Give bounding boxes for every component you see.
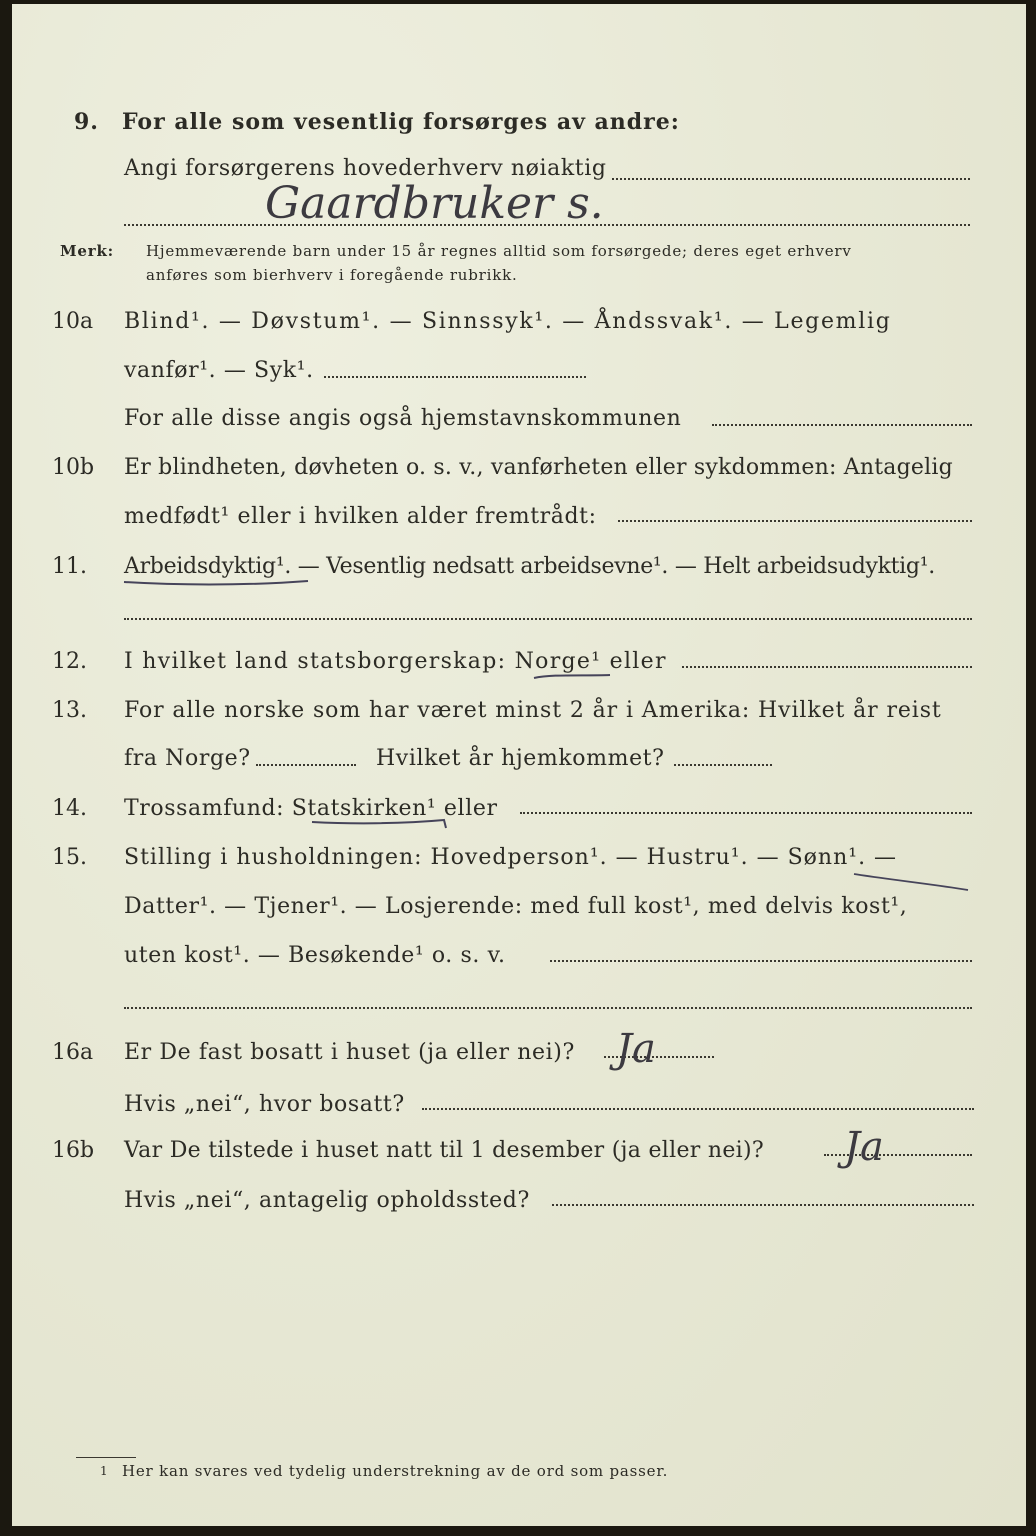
q16a-bosatt-line	[422, 1108, 974, 1110]
q16b-opholdssted-line	[552, 1204, 974, 1206]
q13-line-1: For alle norske som har været minst 2 år i Amerika: Hvilket år reist	[124, 698, 942, 723]
q10b-line-2: medfødt¹ eller i hvilken alder fremtrådt:	[124, 504, 597, 529]
q15-line-2: Datter¹. — Tjener¹. — Losjerende: med full kost¹, med delvis kost¹,	[124, 894, 908, 919]
q11-line-1: Arbeidsdyktig¹. — Vesentlig nedsatt arbeidsevne¹. — Helt arbeidsudyktig¹.	[124, 554, 935, 579]
q9-answer-line-2	[124, 224, 970, 226]
footnote-text: Her kan svares ved tydelig understrekning av de ord som passer.	[122, 1462, 669, 1480]
q11-number: 11.	[52, 554, 87, 579]
census-form-page	[12, 4, 1026, 1526]
q16a-line-1: Er De fast bosatt i huset (ja eller nei)?	[124, 1040, 575, 1065]
q10a-line-2: vanfør¹. — Syk¹.	[124, 358, 314, 383]
q14-underline-mark	[310, 816, 450, 832]
q14-number: 14.	[52, 796, 87, 821]
q9-number: 9.	[74, 109, 99, 135]
q16b-answer-text: Ja	[844, 1124, 884, 1170]
q12-line-1: I hvilket land statsborgerskap: Norge¹ eller	[124, 649, 667, 674]
q10a-line-3: For alle disse angis også hjemstavnskommunen	[124, 406, 682, 431]
q13-hjemkommet-line	[674, 764, 772, 766]
q16a-number: 16a	[52, 1040, 94, 1065]
q16b-line-1: Var De tilstede i huset natt til 1 desember (ja eller nei)?	[124, 1138, 764, 1163]
q10a-hjemstavn-line	[712, 424, 972, 426]
q9-handwritten-answer	[257, 172, 717, 232]
q15-line-1: Stilling i husholdningen: Hovedperson¹. — Hustru¹. — Sønn¹. —	[124, 845, 898, 870]
q16a-line-2: Hvis „nei“, hvor bosatt?	[124, 1092, 405, 1117]
q15-answer-line-1	[550, 960, 972, 962]
q10b-line-1: Er blindheten, døvheten o. s. v., vanførheten eller sykdommen: Antagelig	[124, 455, 953, 480]
q16a-answer-text: Ja	[616, 1026, 656, 1072]
q13-reist-line	[256, 764, 356, 766]
q10a-syk-line	[324, 376, 586, 378]
q15-stroke-mark	[852, 870, 972, 894]
q10a-number: 10a	[52, 309, 94, 334]
q15-line-3: uten kost¹. — Besøkende¹ o. s. v.	[124, 943, 506, 968]
merk-label: Merk:	[60, 242, 114, 260]
q9-answer-text: Gaardbruker s.	[265, 178, 604, 229]
q14-line-1: Trossamfund: Statskirken¹ eller	[124, 796, 498, 821]
q16b-line-2: Hvis „nei“, antagelig opholdssted?	[124, 1188, 530, 1213]
q14-answer-line	[520, 812, 972, 814]
q9-title: For alle som vesentlig forsørges av andre:	[122, 109, 680, 135]
q13-line-2b: Hvilket år hjemkommet?	[376, 746, 665, 771]
q16a-handwritten-answer	[606, 1016, 726, 1100]
q12-number: 12.	[52, 649, 87, 674]
footnote-mark: 1	[100, 1464, 109, 1478]
q12-answer-line	[682, 666, 972, 668]
q16b-number: 16b	[52, 1138, 95, 1163]
q10a-line-1: Blind¹. — Døvstum¹. — Sinnssyk¹. — Åndssvak¹. — Legemlig	[124, 309, 892, 334]
q9-prompt: Angi forsørgerens hovederhverv nøiaktig	[124, 156, 607, 181]
q10b-alder-line	[618, 520, 972, 522]
q11-underline-mark	[122, 576, 312, 590]
q12-underline-mark	[532, 670, 612, 684]
footnote-rule	[76, 1457, 136, 1458]
q16b-handwritten-answer	[834, 1114, 964, 1198]
q15-number: 15.	[52, 845, 87, 870]
q15-answer-line-2	[124, 1007, 972, 1009]
q10b-number: 10b	[52, 455, 95, 480]
q11-answer-line	[124, 618, 972, 620]
q13-line-2a: fra Norge?	[124, 746, 251, 771]
merk-line-1: Hjemmeværende barn under 15 år regnes alltid som forsørgede; deres eget erhverv	[146, 242, 852, 260]
q13-number: 13.	[52, 698, 87, 723]
merk-line-2: anføres som bierhverv i foregående rubrikk.	[146, 266, 518, 284]
